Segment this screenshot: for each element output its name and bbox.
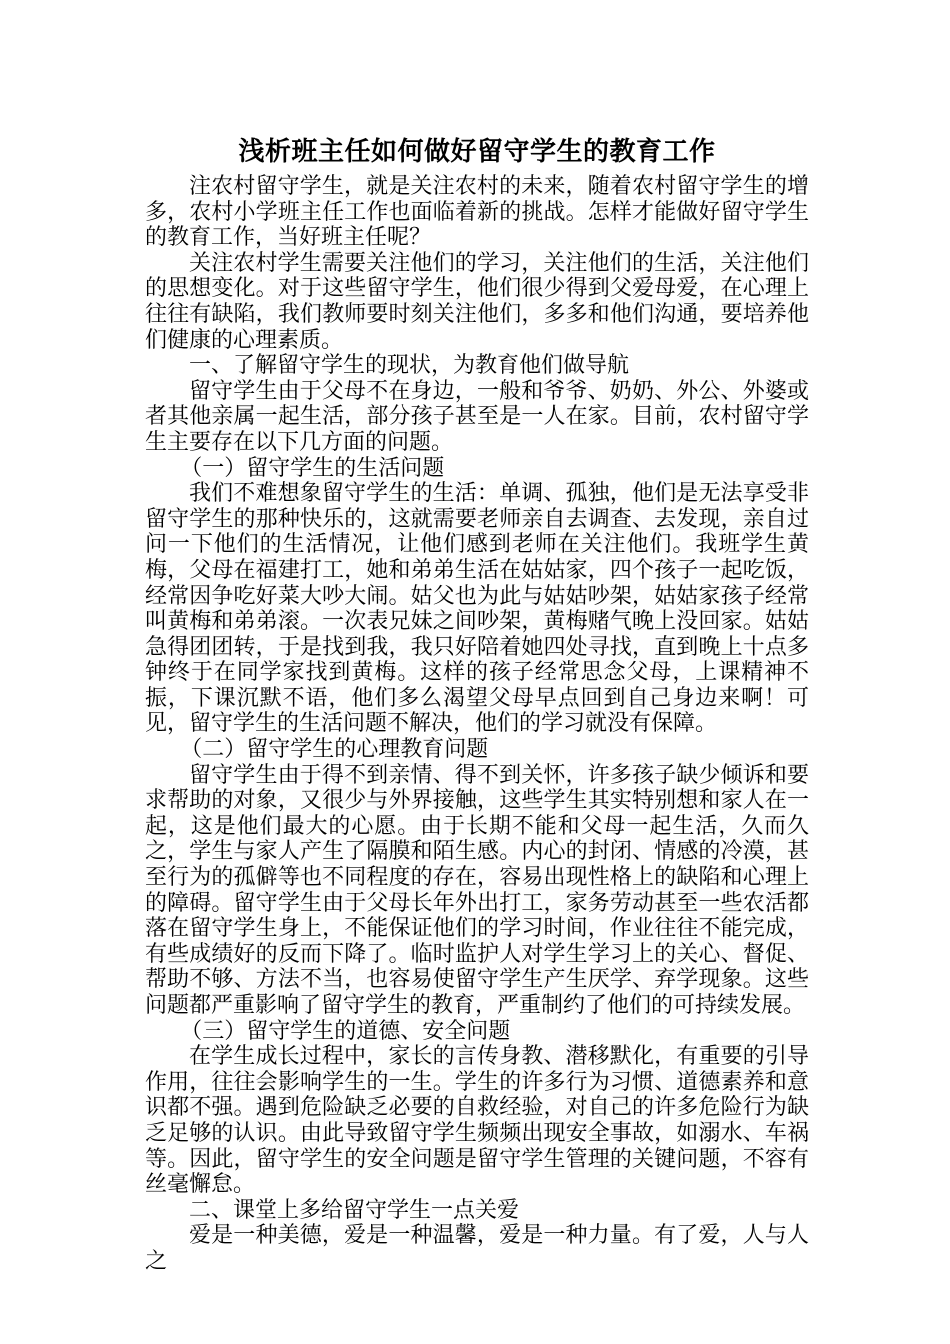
subsection-heading-life: （一）留守学生的生活问题 bbox=[180, 455, 445, 481]
section-heading-2: 二、课堂上多给留守学生一点关爱 bbox=[189, 1197, 520, 1223]
subsection-heading-psychology: （二）留守学生的心理教育问题 bbox=[180, 737, 489, 763]
paragraph-love: 爱是一种美德，爱是一种温馨，爱是一种力量。有了爱，人与人之 bbox=[145, 1223, 809, 1274]
document-title: 浅析班主任如何做好留守学生的教育工作 bbox=[238, 137, 716, 167]
document-body bbox=[145, 130, 809, 1275]
paragraph-intro: 注农村留守学生，就是关注农村的未来，随着农村留守学生的增多，农村小学班主任工作也面临着新的挑战。怎样才能做好留守学生的教育工作，当好班主任呢？ bbox=[145, 174, 809, 251]
subsection-heading-safety: （三）留守学生的道德、安全问题 bbox=[180, 1018, 511, 1044]
paragraph-psychology: 留守学生由于得不到亲情、得不到关怀，许多孩子缺少倾诉和要求帮助的对象，又很少与外界接触，这些学生其实特别想和家人在一起，这是他们最大的心愿。由于长期不能和父母一起生活，久而久之，学生与家人产生了隔膜和陌生感。内心的封闭、情感的冷漠，甚至行为的孤僻等也不同程度的存在，容易出现性格上的缺陷和心理上的障碍。留守学生由于父母长年外出打工，家务劳动甚至一些农活都落在留守学生身上，不能保证他们的学习时间，作业往往不能完成，有些成绩好的反而下降了。临时监护人对学生学习上的关心、督促、帮助不够、方法不当，也容易使留守学生产生厌学、弃学现象。这些问题都严重影响了留守学生的教育，严重制约了他们的可持续发展。 bbox=[145, 762, 809, 1018]
paragraph-status: 留守学生由于父母不在身边，一般和爷爷、奶奶、外公、外婆或者其他亲属一起生活，部分孩子甚至是一人在家。目前，农村留守学生主要存在以下几方面的问题。 bbox=[145, 378, 809, 455]
section-heading-1: 一、了解留守学生的现状，为教育他们做导航 bbox=[189, 353, 630, 379]
paragraph-care: 关注农村学生需要关注他们的学习，关注他们的生活，关注他们的思想变化。对于这些留守学生，他们很少得到父爱母爱，在心理上往往有缺陷，我们教师要时刻关注他们，多多和他们沟通，要培养他们健康的心理素质。 bbox=[145, 250, 809, 353]
paragraph-safety: 在学生成长过程中，家长的言传身教、潜移默化，有重要的引导作用，往往会影响学生的一生。学生的许多行为习惯、道德素养和意识都不强。遇到危险缺乏必要的自救经验，对自己的许多危险行为缺乏足够的认识。由此导致留守学生频频出现安全事故，如溺水、车祸等。因此，留守学生的安全问题是留守学生管理的关键问题，不容有丝毫懈怠。 bbox=[145, 1044, 809, 1198]
paragraph-life: 我们不难想象留守学生的生活：单调、孤独，他们是无法享受非留守学生的那种快乐的，这就需要老师亲自去调查、去发现，亲自过问一下他们的生活情况，让他们感到老师在关注他们。我班学生黄梅，父母在福建打工，她和弟弟生活在姑姑家，四个孩子一起吃饭，经常因争吃好菜大吵大闹。姑父也为此与姑姑吵架，姑姑家孩子经常叫黄梅和弟弟滚。一次表兄妹之间吵架，黄梅赌气晚上没回家。姑姑急得团团转，于是找到我，我只好陪着她四处寻找，直到晚上十点多钟终于在同学家找到黄梅。这样的孩子经常思念父母，上课精神不振，下课沉默不语，他们多么渴望父母早点回到自己身边来啊！可见，留守学生的生活问题不解决，他们的学习就没有保障。 bbox=[145, 481, 809, 737]
